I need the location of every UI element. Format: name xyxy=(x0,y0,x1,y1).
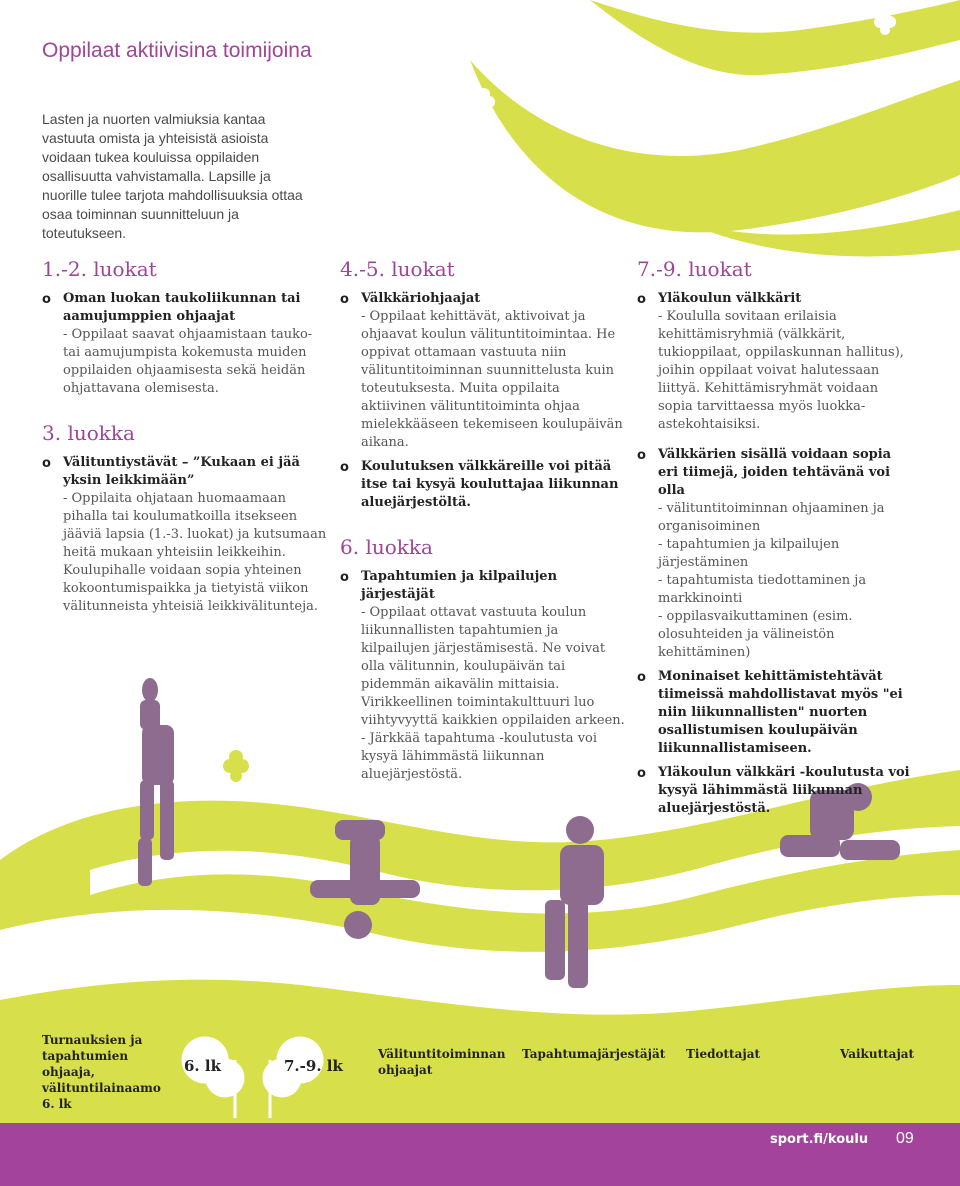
lime-wave-middle xyxy=(470,60,960,232)
bullet-icon: o xyxy=(340,292,349,307)
item-desc: - Oppilaat kehittävät, aktivoivat ja ohjaavat koulun välituntitoimintaa. He oppivat ottamaan vastuuta niin välituntitoiminnan suunnittelusta kuin toteutuksesta. Muita oppilaita aktiivinen välituntitoiminta ohjaa mielekkääseen tekemiseen koulupäivän aikana. xyxy=(361,309,623,450)
list-item xyxy=(340,568,625,784)
list-item xyxy=(42,454,327,616)
item-lead: Välituntiystävät – ”Kukaan ei jää yksin leikkimään” xyxy=(63,455,300,488)
list-item xyxy=(340,290,625,452)
list-item xyxy=(42,290,327,398)
section-title-grades-1-2: 1.-2. luokat xyxy=(42,257,157,281)
role-label-informers: Tiedottajat xyxy=(686,1047,761,1061)
badge-grade-6: 6. lk xyxy=(184,1057,221,1075)
item-lead: Oman luokan taukoliikunnan tai aamujumppien ohjaajat xyxy=(63,291,301,324)
role-label-event-organizers: Tapahtumajärjestäjät xyxy=(522,1047,666,1061)
list-item xyxy=(340,458,625,512)
column-grades-1-3 xyxy=(42,258,327,622)
sub-item: - tapahtumista tiedottaminen ja markkinointi xyxy=(658,573,867,606)
bullet-icon: o xyxy=(42,292,51,307)
list-item xyxy=(637,290,912,434)
sub-item: - oppilasvaikuttaminen (esim. olosuhteiden ja välineistön kehittäminen) xyxy=(658,609,853,660)
item-lead: Yläkoulun välkkärit xyxy=(658,291,802,306)
bullet-icon: o xyxy=(340,460,349,475)
sub-item: - välituntitoiminnan ohjaaminen ja organisoiminen xyxy=(658,501,885,534)
item-lead: Välkkäriohjaajat xyxy=(361,291,481,306)
clover-icon xyxy=(223,750,249,782)
role-label-tournaments: Turnauksien ja tapahtumien ohjaaja, välituntilainaamo 6. lk xyxy=(42,1033,161,1111)
item-lead: Koulutuksen välkkäreille voi pitää itse tai kysyä kouluttajaa liikunnan aluejärjestöltä. xyxy=(361,459,619,510)
list-item xyxy=(637,446,912,662)
role-label-recess-leaders: Välituntitoiminnan ohjaajat xyxy=(378,1047,506,1077)
intro-text: Lasten ja nuorten valmiuksia kantaa vastuuta omista ja yhteisistä asioista voidaan tukea kouluissa oppilaiden osallisuutta vahvistamalla. Lapsille ja nuorille tulee tarjota mahdollisuuksia ottaa osaa toiminnan suunnitteluun ja toteutukseen. xyxy=(42,111,303,241)
section-title-grades-4-5: 4.-5. luokat xyxy=(340,257,455,281)
bullet-icon: o xyxy=(637,670,646,685)
footer-site-link[interactable]: sport.fi/koulu xyxy=(770,1132,869,1147)
item-lead: Tapahtumien ja kilpailujen järjestäjät xyxy=(361,569,558,602)
item-lead: Välkkärien sisällä voidaan sopia eri tiimejä, joiden tehtävänä voi olla xyxy=(658,447,892,498)
bullet-icon: o xyxy=(42,456,51,471)
item-desc: - Järkkää tapahtuma -koulutusta voi kysyä lähimmästä liikunnan aluejärjestöstä. xyxy=(361,731,598,782)
sub-item: - tapahtumien ja kilpailujen järjestäminen xyxy=(658,537,840,570)
section-title-grade-6: 6. luokka xyxy=(340,535,433,559)
item-desc: - Oppilaat saavat ohjaamistaan tauko- tai aamujumpista kokemusta muiden oppilaiden ohjaamisesta sekä heidän ohjattavana olemisesta. xyxy=(63,327,313,396)
section-title-grade-3: 3. luokka xyxy=(42,421,135,445)
intro-title: Oppilaat aktiivisina toimijoina xyxy=(42,39,312,62)
column-grades-7-9 xyxy=(637,258,912,824)
item-desc: - Oppilaita ohjataan huomaamaan pihalla tai koulumatkoilla itsekseen jääviä lapsia (1.-3. luokat) ja kutsumaan heitä mukaan yhteisiin leikkeihin. Koulupihalle voidaan sopia yhteinen kokoontumispaikka ja tietyistä viikon välitunneista yhteisiä leikkivälitunteja. xyxy=(63,491,327,614)
item-desc: - Koululla sovitaan erilaisia kehittämisryhmiä (välkkärit, tukioppilaat, oppilaskunnan hallitus), joihin oppilaat voivat halutessaan liittyä. Kehittämisryhmät voidaan sopia tarvittaessa myös luokka-astekohtaisiksi. xyxy=(658,309,904,432)
item-lead: Yläkoulun välkkäri -koulutusta voi kysyä lähimmästä liikunnan aluejärjestöstä. xyxy=(658,765,910,816)
item-lead: Moninaiset kehittämistehtävät tiimeissä mahdollistavat myös "ei niin liikunnallisten" nuorten osallistumisen koulupäivän liikunnallistamiseen. xyxy=(658,669,903,756)
bullet-icon: o xyxy=(637,766,646,781)
page-number: 09 xyxy=(896,1130,914,1147)
lime-wave-top xyxy=(590,0,960,75)
column-grades-4-6 xyxy=(340,258,625,790)
list-item xyxy=(637,764,912,818)
section-title-grades-7-9: 7.-9. luokat xyxy=(637,257,752,281)
list-item xyxy=(637,668,912,758)
bullet-icon: o xyxy=(637,448,646,463)
badge-grade-7-9: 7.-9. lk xyxy=(284,1057,343,1075)
bullet-icon: o xyxy=(637,292,646,307)
item-desc: - Oppilaat ottavat vastuuta koulun liikunnallisten tapahtumien ja kilpailujen järjestämisestä. Ne voivat olla välitunnin, koulupäivän tai pidemmän aikavälin mittaisia. Virikkeellinen toimintakulttuuri luo viihtyvyyttä kaikkien oppilaiden arkeen. xyxy=(361,605,625,728)
role-label-influencers: Vaikuttajat xyxy=(840,1047,915,1061)
bullet-icon: o xyxy=(340,570,349,585)
